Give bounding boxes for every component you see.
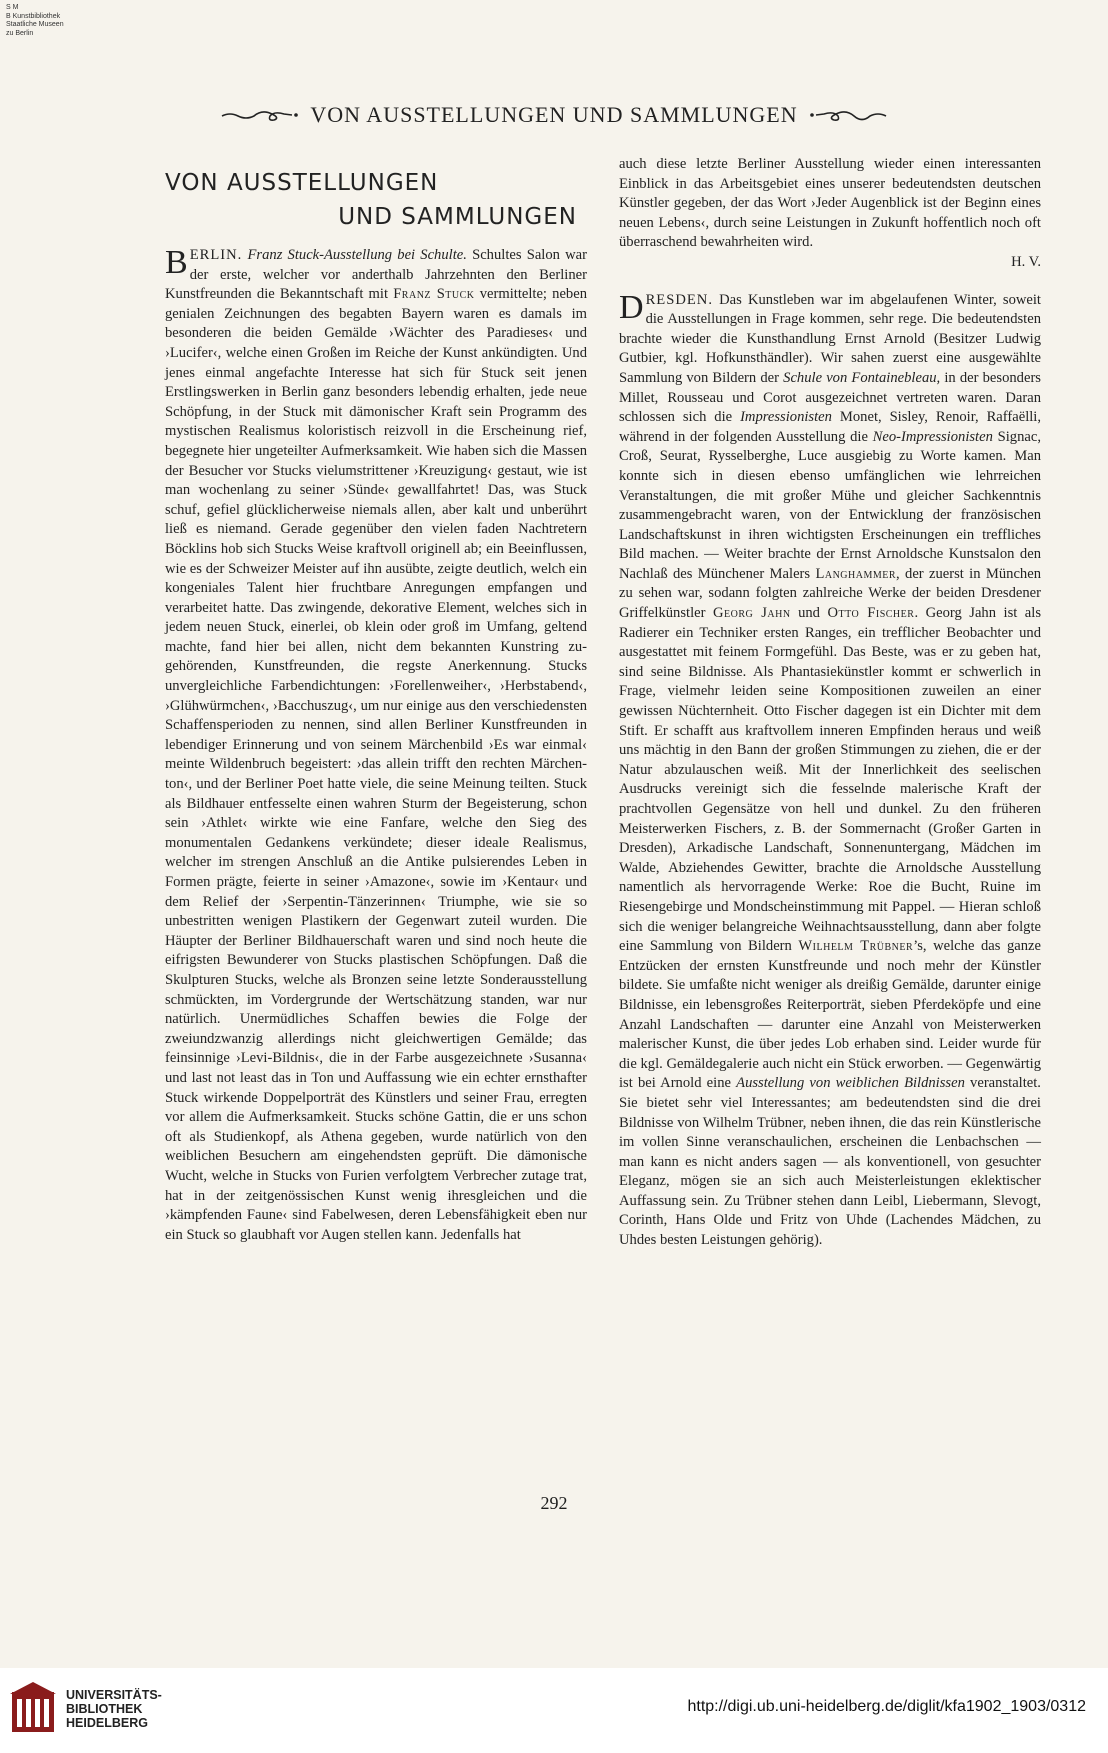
dresden-text-2: in der besonders Millet, Rousseau und Corot ausgezeichnet vertreten waren. Daran schlossen sich die <box>619 369 1041 426</box>
signature: H. V. <box>1011 253 1041 270</box>
stamp-line: B Kunstbibliothek <box>6 12 61 20</box>
berlin-paragraph <box>165 246 587 1245</box>
neo-impressionists: Neo-Impressionisten <box>872 428 993 445</box>
dropcap-b: B <box>165 244 188 281</box>
dresden-text-3: Monet, Sisley, Renoir, Raffaëlli, während in der folgenden Ausstellung die <box>619 409 1042 445</box>
dresden-text-9: veranstaltet. Sie bietet sehr viel Interessantes; am bedeutendsten sind die drei Bildnisse von Wilhelm Trübner, neben ihnen, die das rein Künstlerische im vollen Sinne veranschaulichen, erscheinen die Lenbachschen — man kann es nicht anders sagen — als konventionell, von gesuchter Eleganz, mögen sie an sich auch Meisterleistungen eklektischer Auffassung sein. Zu Trübner stehen dann Leibl, Liebermann, Slevogt, Corinth, Hans Olde und Fritz von Uhde (Lachendes Mädchen, zu Uhdes besten Leistungen gehörig). <box>619 1075 1041 1249</box>
stamp-line: S M <box>6 4 19 11</box>
left-column <box>165 166 587 1245</box>
name-otto-fischer: Otto Fischer <box>827 605 915 622</box>
dresden-text-8: ’s, welche das ganze Entzücken der ernsten Kunstfreunde und noch mehr der Künstler bildete. Sie umfaßte nicht weniger als dreißig Gemälde, darunter einige Bildnisse, ein lebensgroßes Reiterporträt, sieben Pferdeköpfe und eine Anzahl Landschaften — darunter eine Anzahl von Meisterwerken malerischer Kunst, die über jedes Lob erhaben sind. Leider wurde für die kgl. Gemäldegalerie auch nicht ein Stück erworben. — Gegenwärtig ist bei Arnold eine <box>619 938 1041 1092</box>
dropcap-d: D <box>619 288 644 326</box>
school-fontainebleau: Schule von Fontainebleau, <box>783 369 941 386</box>
library-name <box>66 1688 162 1730</box>
exhibition-title: Ausstellung von weiblichen Bildnissen <box>736 1075 965 1092</box>
library-name-line: UNIVERSITÄTS- <box>66 1688 162 1702</box>
name-franz-stuck: Franz Stuck <box>393 286 475 303</box>
dresden-paragraph <box>619 288 1042 1251</box>
signature-row <box>619 253 1041 273</box>
berlin-text-1: Schultes Salon war der erste, welcher vor anderthalb Jahrzehnten den Berliner Kunstfreunden die Bekanntschaft mit <box>165 247 588 303</box>
stamp-line: zu Berlin <box>6 29 34 37</box>
berlin-place: ERLIN. <box>189 247 243 263</box>
name-georg-jahn: Georg Jahn <box>712 605 791 622</box>
right-column <box>619 155 1041 1251</box>
name-wilhelm-truebner: Wilhelm Trübner <box>798 938 914 955</box>
running-head-text: VON AUSSTELLUNGEN UND SAMMLUNGEN <box>310 102 798 127</box>
stamp-line: Staatliche Museen <box>6 21 64 28</box>
title-line-2: UND SAMMLUNGEN <box>338 204 577 230</box>
left-ornament-icon <box>220 105 300 125</box>
berlin-subject: Franz Stuck-Ausstellung bei Schulte. <box>247 247 467 263</box>
impressionists: Impressionisten <box>740 409 832 426</box>
running-head <box>0 102 1108 128</box>
name-langhammer: Langhammer <box>815 565 897 582</box>
title-line-1: VON AUSSTELLUNGEN <box>165 170 439 196</box>
university-library-logo-icon <box>10 1682 56 1734</box>
library-name-line: BIBLIOTHEK <box>66 1702 143 1716</box>
library-stamp <box>6 4 64 38</box>
dresden-text-1: Das Kunstleben war im abgelaufenen Winter, soweit die Ausstellungen in Frage kommen, sehr rege. Die bedeutendsten brachte wieder die Kunsthandlung Ernst Arnold (Besitzer Ludwig Gutbier, kgl. Hofkunsthändler). Wir sahen zuerst eine ausgewählte Sammlung von Bildern der <box>619 291 1041 386</box>
berlin-continuation <box>619 155 1041 253</box>
article-title <box>165 166 587 234</box>
library-name-line: HEIDELBERG <box>66 1716 148 1730</box>
dresden-text-4: Signac, Croß, Seurat, Rysselberghe, Luce ausgiebig zu Worte kamen. Man konnte sich in diesen ebenso umfänglichen wie lehrreichen Veranstaltungen, die mit großer Mühe und gleicher Sachkenntnis zusammengebracht waren, von der Entwicklung der französischen Landschaftskunst in ihren wichtigsten Erscheinungen ein treffliches Bild machen. — Weiter brachte der Ernst Arnoldsche Kunstsalon den Nachlaß des Münchener Malers <box>619 428 1041 582</box>
footer-bar <box>0 1668 1108 1753</box>
dresden-place: RESDEN. <box>645 291 713 308</box>
berlin-cont-text: auch diese letzte Berliner Ausstellung wieder einen interessanten Einblick in das Arbeitsgebiet eines unserer bedeutendsten deutschen Künstler gegeben, der das Wort ›Jeder Augenblick ist der Beginn eines neuen Lebens‹, durch seine Leistungen in Zukunft hoffentlich noch oft überraschend bewahrheiten wird. <box>619 156 1041 251</box>
dresden-text-5: , der zuerst in München zu sehen war, sodann folgten zahlreiche Werke der beiden Dresdener Griffelkünstler <box>619 565 1041 622</box>
dresden-text-6: und <box>798 605 820 622</box>
berlin-text-2: vermittelte; neben genialen Zeichnungen des begabten Bayern waren es damals im besonderen die beiden Gemälde ›Wächter des Paradieses‹ und ›Lucifer‹, welche einen Großen im Reiche der Kunst ankündigten. Und jenes einmal angefachte Interesse hat sich für Stuck seit jenen Erstlingswerken in Berlin ganz besonders lebendig erhalten, jede neue Schöpfung, in der Stuck mit dämonischer Kraft sein Programm des mystischen Realismus koloristisch reizvoll in die Erscheinung rief, begegnete hier ungeteilter Aufmerksamkeit. Wie haben sich die Massen der Besucher vor Stucks vielumstrittener ›Kreuzigung‹ gestaut, wie ist man wochenlang zu seiner ›Sünde‹ gewallfahrtet! Das, was Stuck schuf, gefiel glücklicherweise niemals allen, aber kalt und unberührt ließ es niemand. Gerade gegenüber den vielen faden Nachtretern Böcklins hob sich Stucks Weise kraftvoll originell ab; ein Beeinflussen, wie es der Schweizer Meister auf ihn ausübte, zeigte deutlich, welch ein kongeniales Talent hier fruchtbare Anregungen empfangen und verarbeitet hatte. Das zwingende, dekorative Element, welches sich in jedem neuen Stuck, einerlei, ob klein oder groß im Umfang, geltend machte, fand hier bei allen, nicht dem bekannten Kunstring zugehörenden, Kunstfreunden, die regste Anerkennung. Stucks unvergleichliche Farbendichtungen: ›Forellenweiher‹, ›Herbstabend‹, ›Glühwürmchen‹, ›Bacchuszug‹, um nur einige aus den verschiedensten Schaffensperioden zu nennen, sind allen Berliner Kunstfreunden in lebendiger Erinnerung und von seinem Märchenbild ›Es war einmal‹ meinte Wildenbruch begeistert: ›das allein trifft den rechten Märchenton‹, und der Berliner Poet hatte viele, die seine Meinung teilten. Stuck als Bildhauer entfesselte einen wahren Sturm der Begeisterung, schon sein ›Athlet‹ wirkte wie eine Fanfare, welche den Sieg des monumentalen Gedankens verkündete; dieser ideale Realismus, welcher im strengen Anschluß an die Antike pulsierendes Leben in Formen prägte, feierte in seiner ›Amazone‹, sowie im ›Kentaur‹ und dem Relief der ›Serpentin-Tänzerinnen‹ Triumphe, wie sie so unbestritten wenigen Plastikern der Gegenwart zuteil wurden. Die Häupter der Berliner Bildhauerschaft waren und sind noch heute die eifrigsten Bewunderer von Stucks plastischen Schöpfungen. Daß die Skulpturen Stucks, welche als Bronzen seine letzte Sonderausstellung schmückten, im Vordergrunde der Wertschätzung standen, war nur natürlich. Unermüdliches Schaffen bewies die Folge der zweiundzwanzig allerdings nicht gleichwertigen Gemälde; das feinsinnige ›Levi-Bildnis‹, die in der Farbe ausgezeichnete ›Susanna‹ und last not least das in Ton und Auffassung wie ein echter ernsthafter Stuck wirkende Doppelporträt des Künstlers und seiner Frau, erregten vor allem die Aufmerksamkeit. Stucks schöne Gattin, die er uns schon oft als Studienkopf, als Athena gegeben, wurde natürlich von den weiblichen Besuchern am eingehendsten geprüft. Die dämonische Wucht, welche in Stucks von Furien verfolgtem Verbrecher zutage trat, hat in der zeitgenössischen Kunst wenig ihresgleichen und die ›kämpfenden Faune‹ sind Fabelwesen, deren Lebensfähigkeit eben nur ein Stuck so glaubhaft vor Augen stellen kann. Jedenfalls hat <box>165 286 588 1243</box>
right-ornament-icon <box>808 105 888 125</box>
page-number: 292 <box>540 1493 568 1513</box>
dresden-text-7: . Georg Jahn ist als Radierer ein Techniker ersten Ranges, ein trefflicher Beobachter und ausgestattet mit feinem Formgefühl. Das Beste, was er zu geben hat, sind seine Bildnisse. Als Phantasiekünstler kommt er schwerlich in Frage, vielmehr leiden seine Kompositionen zuweilen an einer gewissen Nüchternheit. Otto Fischer dagegen ist ein Dichter mit dem Stift. Er schafft aus kraftvollem inneren Empfinden heraus und weiß uns mächtig in den Bann der großen Stimmungen zu ziehen, die er der Natur abzulauschen weiß. Mit der Innerlichkeit des seelischen Ausdrucks vereinigt sich die fesselnde malerische Kraft der prachtvollen Gegensätze von hell und dunkel. Zu den früheren Meisterwerken Fischers, z. B. der Sommernacht (Großer Garten in Dresden), Arkadische Landschaft, Sonnenuntergang, Mädchen im Walde, Abziehendes Gewitter, brachte die Arnoldsche Ausstellung namentlich als hervorragende Werke: Roe die Bucht, Ruine im Riesengebirge und Mondscheinstimmung mit Pappel. — Hieran schloß sich die weniger belangreiche Weihnachtsausstellung, dann aber folgte eine Sammlung von Bildern <box>619 605 1042 955</box>
source-url[interactable]: http://digi.ub.uni-heidelberg.de/diglit/kfa1902_1903/0312 <box>687 1698 1086 1715</box>
